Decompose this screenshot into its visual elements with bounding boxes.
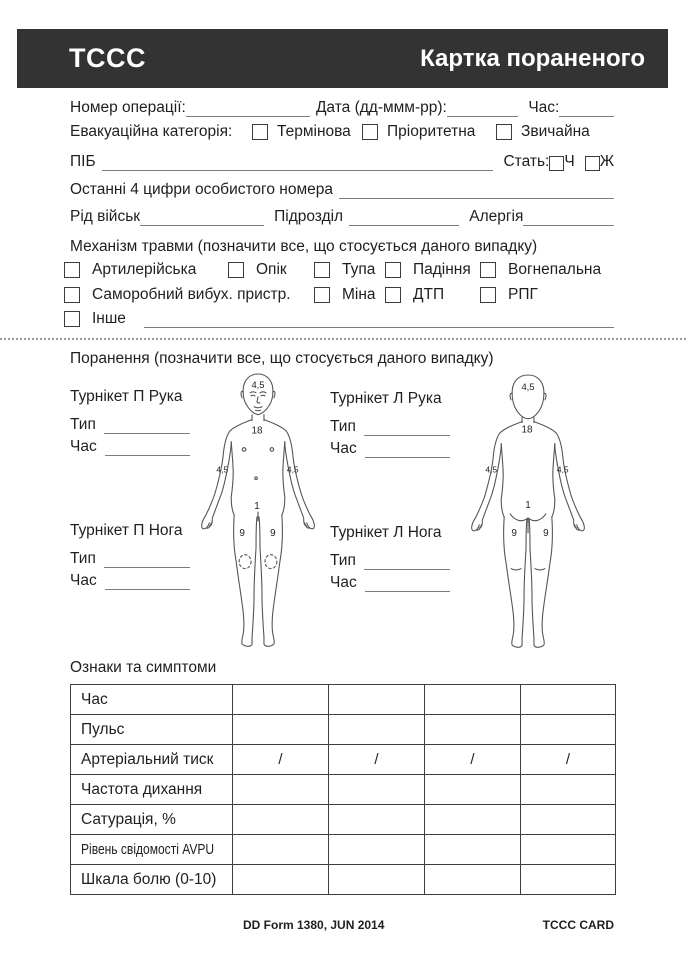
card-label: TCCC CARD — [542, 918, 614, 932]
vitals-row-label: Частота дихання — [71, 775, 233, 805]
back-left-thigh-value: 9 — [511, 527, 517, 539]
unit-field[interactable] — [349, 208, 459, 226]
burn-label: Опік — [256, 261, 287, 278]
vitals-cell[interactable] — [425, 685, 521, 715]
table-row — [71, 745, 616, 775]
vitals-cell[interactable] — [329, 865, 425, 895]
date-field[interactable] — [447, 99, 519, 117]
checkbox-artillery[interactable] — [64, 262, 80, 278]
branch-row — [70, 205, 614, 226]
checkbox-other[interactable] — [64, 311, 80, 327]
tq-left-leg-type-field[interactable] — [364, 552, 450, 570]
ied-label: Саморобний вибух. пристр. — [92, 286, 291, 303]
checkbox-mine[interactable] — [314, 287, 330, 303]
tq-left-arm-type-field[interactable] — [364, 418, 450, 436]
last4-row — [70, 178, 614, 199]
vitals-cell[interactable]: / — [425, 745, 521, 775]
body-diagram-front[interactable] — [200, 372, 320, 650]
front-head-value: 4,5 — [251, 378, 265, 390]
blunt-label: Тупа — [342, 261, 376, 278]
vitals-cell[interactable] — [329, 835, 425, 865]
tq-left-leg-time-field[interactable] — [365, 574, 450, 592]
operation-row — [70, 96, 614, 117]
checkbox-routine[interactable] — [496, 124, 512, 140]
tq-time-label: Час — [330, 574, 357, 591]
vitals-cell[interactable] — [233, 835, 329, 865]
name-label: ПІБ — [70, 153, 96, 170]
checkbox-blunt[interactable] — [314, 262, 330, 278]
sex-label: Стать: — [503, 153, 550, 170]
tq-left-arm-time-field[interactable] — [365, 440, 450, 458]
vitals-row-label: Час — [71, 685, 233, 715]
table-row — [71, 685, 616, 715]
section-divider — [0, 338, 686, 340]
evac-option-urgent — [252, 123, 351, 141]
vitals-cell[interactable] — [233, 715, 329, 745]
tq-type-label: Тип — [330, 418, 356, 435]
artillery-label: Артилерійська — [92, 261, 197, 278]
tourniquet-left-arm-block — [330, 390, 450, 458]
vitals-cell[interactable] — [521, 805, 616, 835]
sex-male-label: Ч — [564, 153, 575, 170]
vitals-row-label: Рівень свідомості AVPU — [81, 841, 215, 858]
table-row — [71, 715, 616, 745]
mechanism-title: Механізм травми (позначити все, що стосується даного випадку) — [70, 238, 538, 255]
checkbox-female[interactable] — [585, 156, 600, 171]
tq-right-leg-type-field[interactable] — [104, 550, 190, 568]
table-row — [71, 805, 616, 835]
footer — [0, 918, 686, 934]
tourniquet-right-arm-block — [70, 388, 190, 456]
vitals-cell[interactable] — [329, 715, 425, 745]
tq-type-label: Тип — [330, 552, 356, 569]
tq-right-arm-time-field[interactable] — [105, 438, 190, 456]
back-right-forearm-value: 4,5 — [556, 464, 569, 475]
evac-urgent-label: Термінова — [277, 123, 351, 140]
vitals-cell[interactable] — [521, 835, 616, 865]
checkbox-rpg[interactable] — [480, 287, 496, 303]
mvc-label: ДТП — [413, 286, 445, 303]
back-left-forearm-value: 4,5 — [485, 464, 498, 475]
tq-time-label: Час — [330, 440, 357, 457]
back-head-value: 4,5 — [521, 380, 535, 392]
vitals-row-label: Пульс — [71, 715, 233, 745]
vitals-cell[interactable] — [425, 835, 521, 865]
vitals-cell[interactable] — [233, 685, 329, 715]
vitals-cell[interactable] — [329, 805, 425, 835]
allergy-field[interactable] — [523, 208, 614, 226]
mechanism-row-2 — [64, 286, 614, 306]
table-row — [71, 775, 616, 805]
vitals-cell[interactable] — [233, 865, 329, 895]
vitals-cell[interactable] — [425, 805, 521, 835]
vitals-title: Ознаки та симптоми — [70, 659, 217, 676]
tq-time-label: Час — [70, 572, 97, 589]
vitals-row-label: Шкала болю (0-10) — [71, 865, 233, 895]
body-diagram-back[interactable] — [470, 373, 590, 651]
vitals-cell[interactable] — [521, 775, 616, 805]
mechanism-row-1 — [64, 261, 614, 281]
vitals-cell[interactable] — [233, 805, 329, 835]
vitals-cell[interactable] — [425, 715, 521, 745]
header-bar — [17, 29, 668, 88]
checkbox-male[interactable] — [549, 156, 564, 171]
tq-type-label: Тип — [70, 416, 96, 433]
evac-routine-label: Звичайна — [521, 123, 590, 140]
rpg-label: РПГ — [508, 286, 538, 303]
last4-label: Останні 4 цифри особистого номера — [70, 181, 333, 198]
fall-label: Падіння — [413, 261, 471, 278]
back-torso-value: 18 — [521, 424, 533, 436]
back-pelvis-value: 1 — [525, 500, 531, 512]
form-id: DD Form 1380, JUN 2014 — [243, 918, 385, 932]
mechanism-row-3 — [64, 310, 614, 330]
vitals-cell[interactable] — [521, 685, 616, 715]
vitals-cell[interactable]: / — [233, 745, 329, 775]
injuries-title: Поранення (позначити все, що стосується даного випадку) — [70, 350, 494, 367]
vitals-cell[interactable] — [521, 865, 616, 895]
front-torso-value: 18 — [251, 425, 263, 437]
tccc-logo: TCCC — [69, 43, 146, 73]
checkbox-urgent[interactable] — [252, 124, 268, 140]
mine-label: Міна — [342, 286, 376, 303]
tq-left-arm-title: Турнікет Л Рука — [330, 390, 442, 407]
vitals-cell[interactable] — [425, 775, 521, 805]
front-right-forearm-value: 4,5 — [216, 464, 229, 475]
table-row — [71, 865, 616, 895]
vitals-cell[interactable]: / — [521, 745, 616, 775]
tq-right-leg-title: Турнікет П Нога — [70, 522, 183, 539]
time-field[interactable] — [559, 99, 614, 117]
vitals-table — [70, 684, 616, 895]
vitals-cell[interactable] — [329, 775, 425, 805]
back-right-thigh-value: 9 — [543, 527, 549, 539]
checkbox-burn[interactable] — [228, 262, 244, 278]
vitals-cell[interactable]: / — [329, 745, 425, 775]
sex-female-label: Ж — [599, 153, 614, 170]
operation-label: Номер операції: — [70, 99, 186, 116]
time-label: Час: — [528, 99, 560, 116]
vitals-cell[interactable] — [233, 775, 329, 805]
name-row — [70, 150, 614, 171]
tq-time-label: Час — [70, 438, 97, 455]
page-title: Картка пораненого — [420, 44, 645, 72]
name-field[interactable] — [102, 153, 494, 171]
front-left-thigh-value: 9 — [270, 527, 276, 539]
evac-option-routine — [496, 123, 590, 141]
tq-right-arm-type-field[interactable] — [104, 416, 190, 434]
tq-type-label: Тип — [70, 550, 96, 567]
allergy-label: Алергія — [469, 208, 524, 225]
date-label: Дата (дд-ммм-рр): — [315, 99, 447, 116]
other-field[interactable] — [144, 310, 614, 328]
evac-label: Евакуаційна категорія: — [70, 123, 233, 140]
tq-left-leg-title: Турнікет Л Нога — [330, 524, 442, 541]
evac-priority-label: Пріоритетна — [387, 123, 476, 140]
gunshot-label: Вогнепальна — [508, 261, 602, 278]
evac-option-priority — [362, 123, 475, 141]
checkbox-ied[interactable] — [64, 287, 80, 303]
tourniquet-left-leg-block — [330, 524, 450, 592]
checkbox-gunshot[interactable] — [480, 262, 496, 278]
checkbox-priority[interactable] — [362, 124, 378, 140]
tourniquet-right-leg-block — [70, 522, 190, 590]
front-pelvis-value: 1 — [254, 501, 260, 513]
front-left-forearm-value: 4,5 — [286, 464, 299, 475]
vitals-cell[interactable] — [329, 685, 425, 715]
operation-field[interactable] — [186, 99, 310, 117]
tq-right-leg-time-field[interactable] — [105, 572, 190, 590]
evac-row — [70, 123, 620, 143]
branch-field[interactable] — [140, 208, 264, 226]
checkbox-fall[interactable] — [385, 262, 401, 278]
checkbox-mvc[interactable] — [385, 287, 401, 303]
table-row — [71, 835, 616, 865]
vitals-cell[interactable] — [425, 865, 521, 895]
other-label: Інше — [92, 310, 126, 327]
tq-right-arm-title: Турнікет П Рука — [70, 388, 183, 405]
vitals-cell[interactable] — [521, 715, 616, 745]
branch-label: Рід військ — [70, 208, 141, 225]
front-right-thigh-value: 9 — [239, 527, 245, 539]
unit-label: Підрозділ — [274, 208, 344, 225]
vitals-row-label: Сатурація, % — [71, 805, 233, 835]
vitals-row-label: Артеріальний тиск — [71, 745, 233, 775]
last4-field[interactable] — [339, 181, 614, 199]
